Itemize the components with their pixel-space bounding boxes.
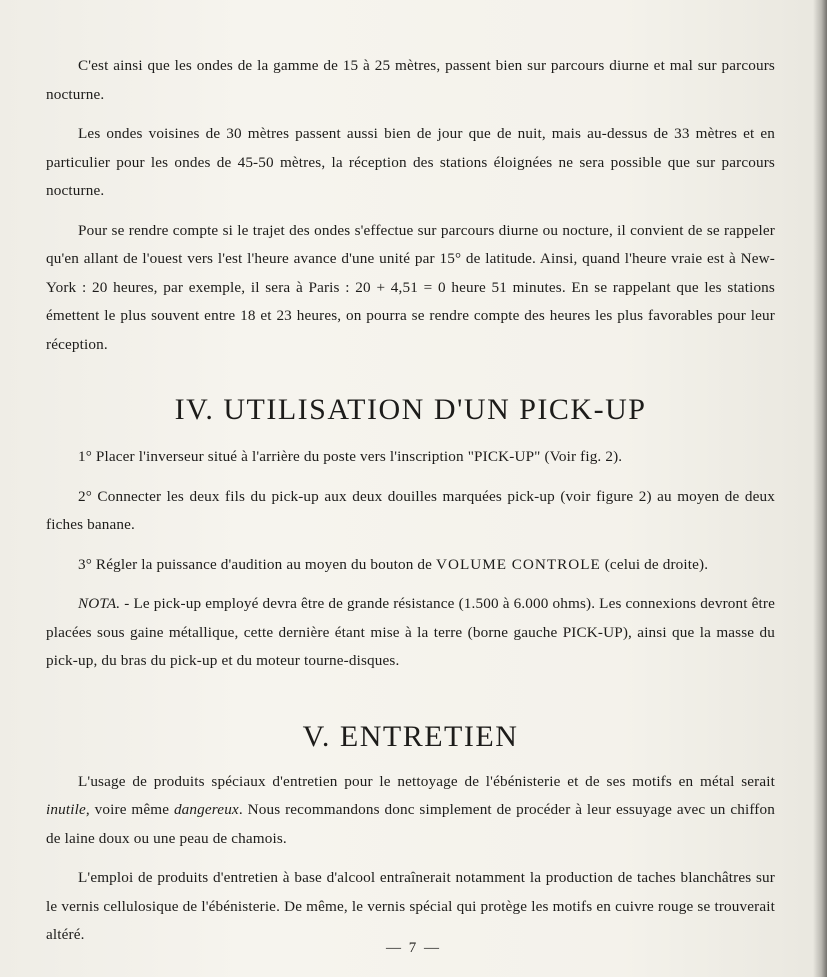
step-3-text-b: (celui de droite). — [600, 555, 709, 573]
pick-up-step-3 — [46, 551, 775, 580]
step-3-text-a: 3° Régler la puissance d'audition au moyen du bouton de — [78, 555, 437, 573]
entretien-paragraph-1 — [46, 768, 775, 854]
nota-label: NOTA. — [78, 595, 121, 612]
entretien-text-b: , voire même — [85, 801, 174, 818]
entretien-text-a: L'usage de produits spéciaux d'entretien pour le nettoyage de l'ébénisterie et de ses motifs en métal serait — [78, 772, 775, 790]
word-inutile: inutile — [46, 801, 86, 818]
section-title-pick-up: IV. UTILISATION D'UN PICK-UP — [174, 393, 647, 426]
word-dangereux: dangereux — [173, 801, 239, 818]
pick-up-step-2: 2° Connecter les deux fils du pick-up aux deux douilles marquées pick-up (voir figure 2) au moyen de deux fiches banane. — [46, 487, 775, 533]
entretien-text-c: . Nous recommandons donc simplement de procéder à leur essuyage avec un chiffon de laine doux ou une peau de chamois. — [46, 801, 775, 847]
section-title-entretien: V. ENTRETIEN — [302, 719, 519, 753]
pick-up-step-1: 1° Placer l'inverseur situé à l'arrière du poste vers l'inscription "PICK-UP" (Voir fig. 2). — [78, 448, 623, 465]
volume-controle-label: VOLUME CONTROLE — [436, 555, 601, 573]
page-number: — 7 — — [386, 940, 441, 956]
paragraph-waves-30: Les ondes voisines de 30 mètres passent aussi bien de jour que de nuit, mais au-dessus de 33 mètres et en particulier pour les ondes de 45-50 mètres, la réception des stations éloignées ne sera possible que sur parcours nocturne. — [46, 125, 775, 199]
paragraph-time-zones: Pour se rendre compte si le trajet des ondes s'effectue sur parcours diurne ou nocture, il convient de se rappeler qu'en allant de l'ouest vers l'est l'heure avance d'une unité par 15° de latitude. Ainsi, quand l'heure vraie est à New-York : 20 heures, par exemple, il sera à Paris : 20 + 4,51 = 0 heure 51 minutes. En se rappelant que les stations émettent le plus souvent entre 18 et 23 heures, on pourra se rendre compte des heures les plus favorables pour leur réception. — [46, 221, 775, 353]
entretien-paragraph-2: L'emploi de produits d'entretien à base d'alcool entraînerait notamment la production de taches blanchâtres sur le vernis cellulosique de l'ébénisterie. De même, le vernis spécial qui protège les motifs en cuivre rouge se trouverait altéré. — [46, 869, 775, 943]
paragraph-waves-15-25: C'est ainsi que les ondes de la gamme de 15 à 25 mètres, passent bien sur parcours diurne et mal sur parcours nocturne. — [46, 57, 775, 103]
nota-text: - Le pick-up employé devra être de grande résistance (1.500 à 6.000 ohms). Les connexions devront être placées sous gaine métallique, cette dernière étant mise à la terre (borne gauche PICK-UP), ainsi que la masse du pick-up, du bras du pick-up et du moteur tourne-disques. — [46, 595, 775, 669]
nota-paragraph — [46, 590, 775, 676]
scan-edge-shadow — [813, 0, 827, 977]
